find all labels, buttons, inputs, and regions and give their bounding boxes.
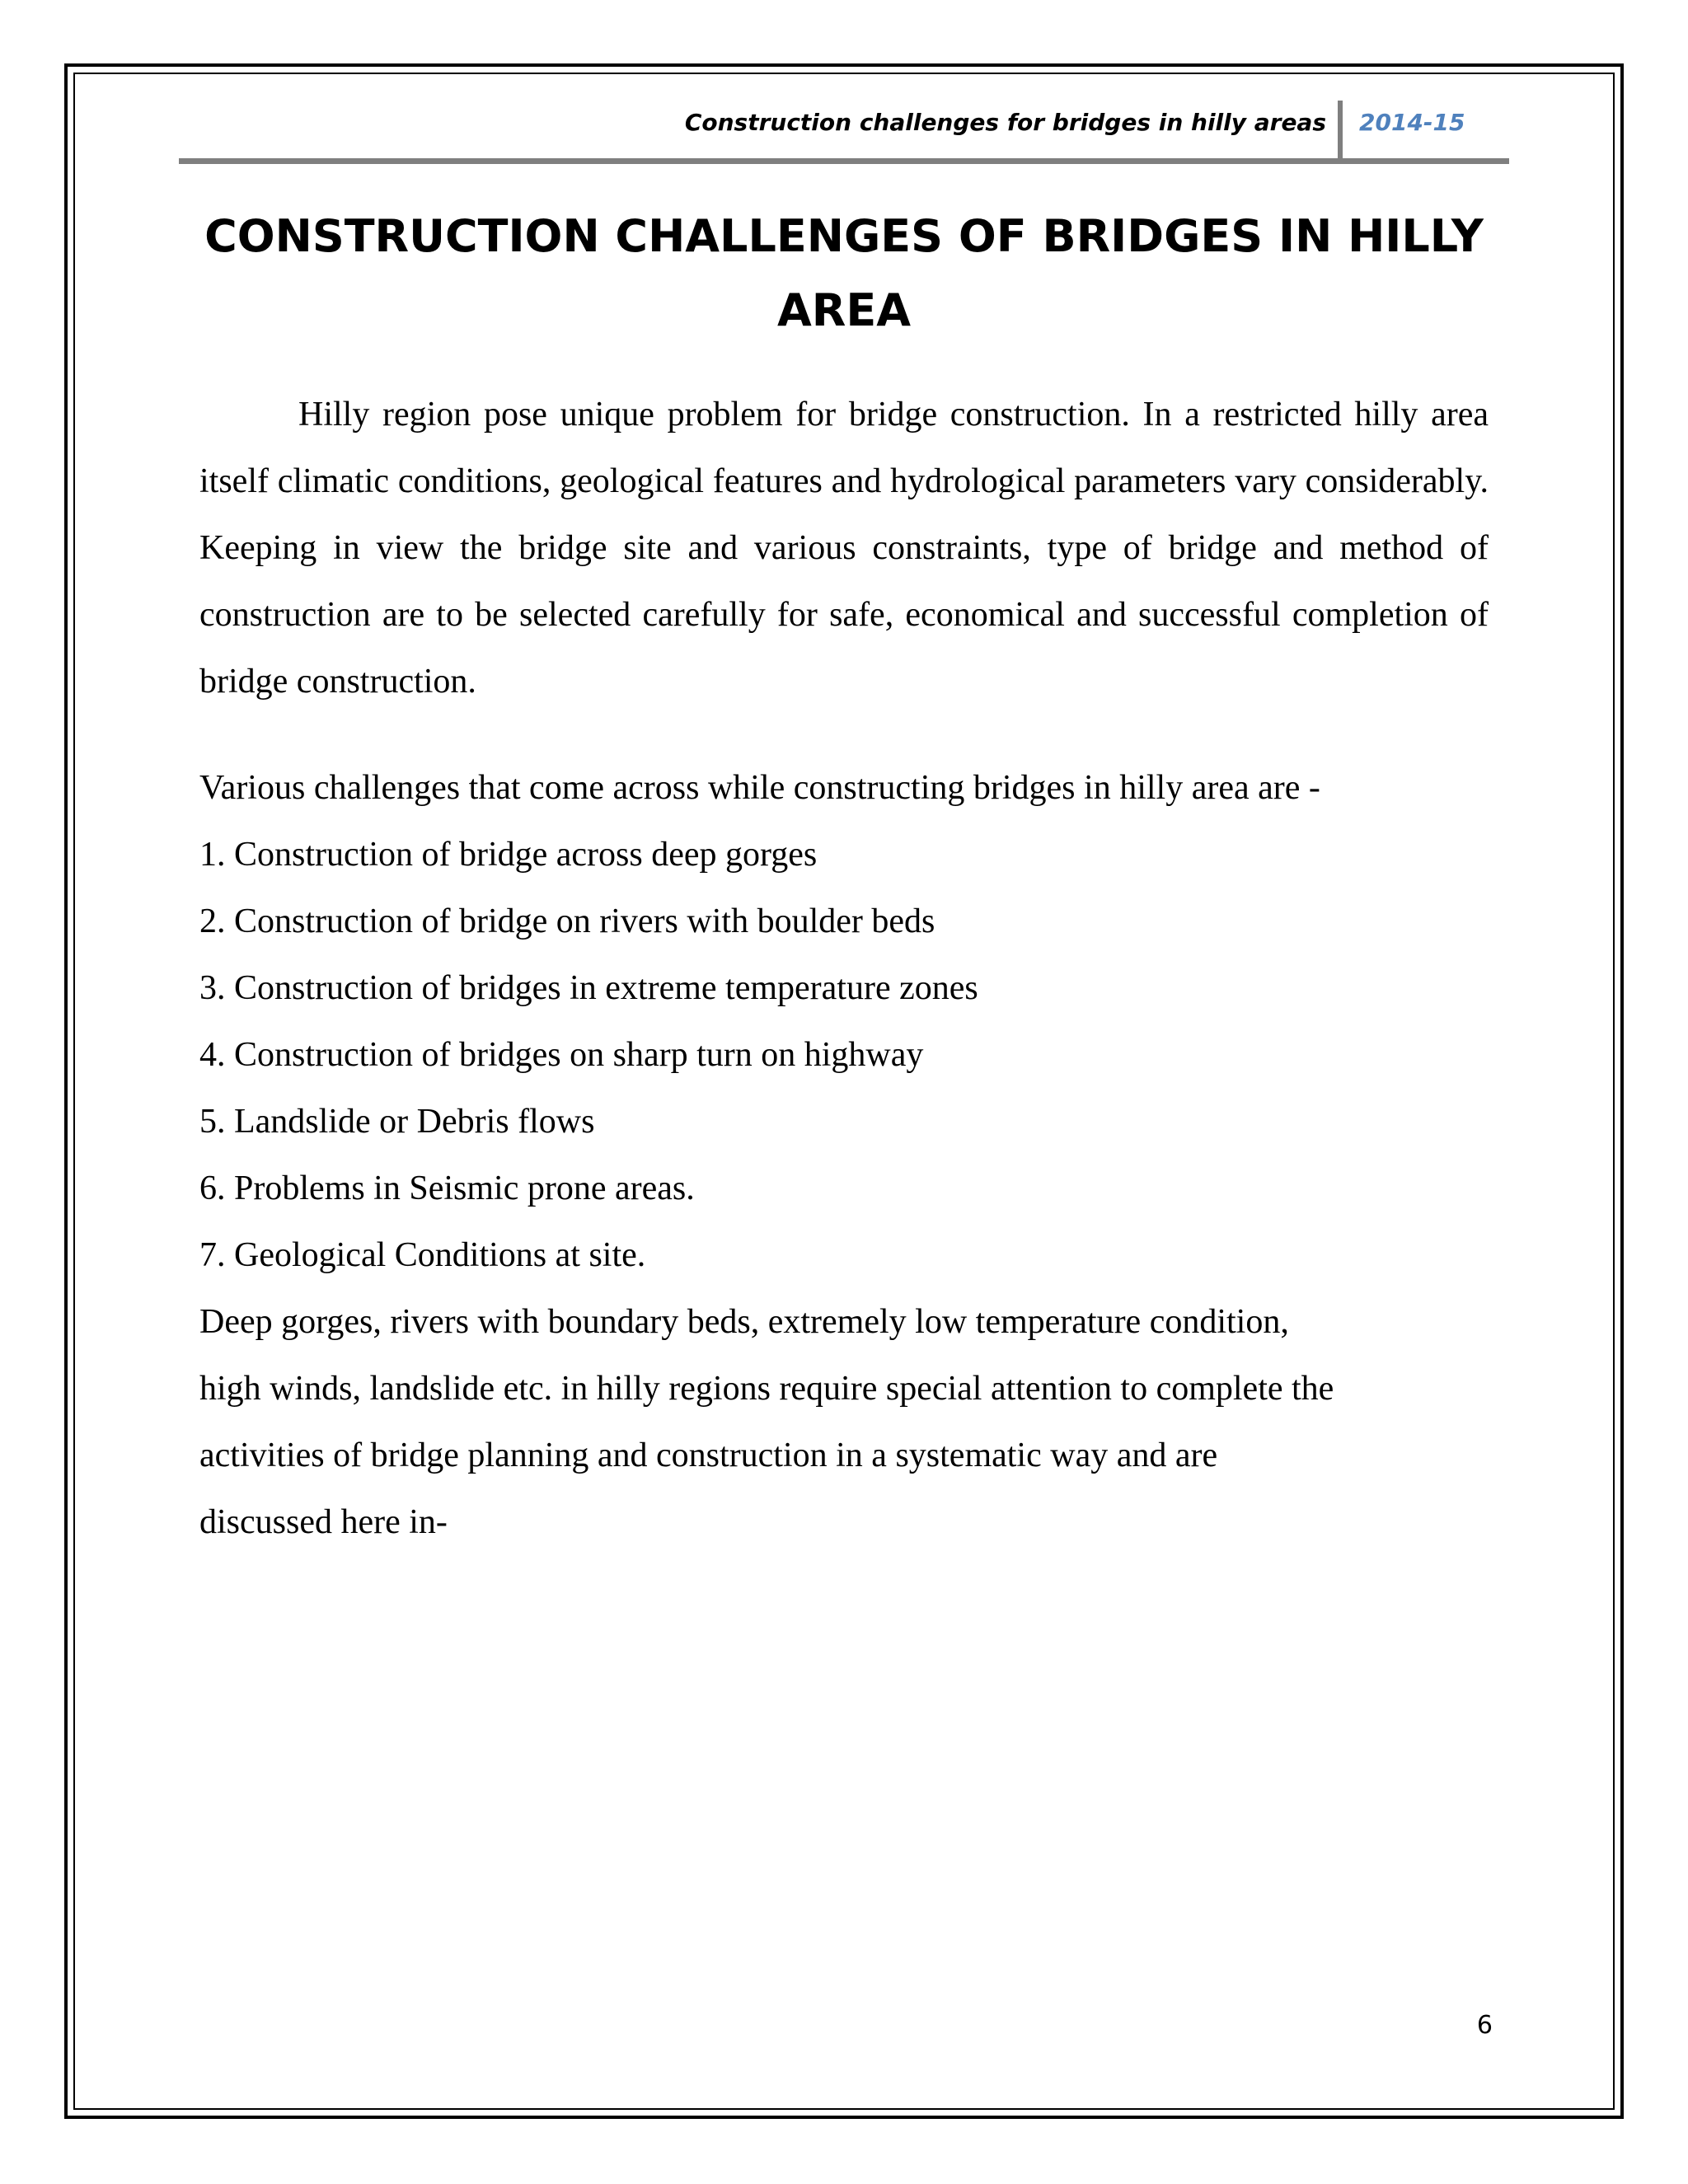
list-item: 5. Landslide or Debris flows <box>199 1103 595 1141</box>
list-intro: Various challenges that come across while constructing bridges in hilly area are - <box>199 769 1320 807</box>
closing-line: discussed here in- <box>199 1503 448 1541</box>
list-item: 2. Construction of bridge on rivers with boulder beds <box>199 902 935 940</box>
page-title-line-2: AREA <box>776 284 912 336</box>
list-item: 4. Construction of bridges on sharp turn on highway <box>199 1036 924 1074</box>
page-title-line-1: CONSTRUCTION CHALLENGES OF BRIDGES IN HILLY <box>204 210 1484 262</box>
page-title <box>199 199 1489 348</box>
page-number: 6 <box>1476 2011 1493 2040</box>
closing-line: activities of bridge planning and construction in a systematic way and are <box>199 1436 1218 1474</box>
list-item: 3. Construction of bridges in extreme temperature zones <box>199 969 978 1007</box>
header-year: 2014-15 <box>1359 109 1465 136</box>
list-item: 1. Construction of bridge across deep gorges <box>199 836 818 874</box>
list-item: 6. Problems in Seismic prone areas. <box>199 1169 695 1207</box>
header-title: Construction challenges for bridges in hilly areas <box>684 109 1326 136</box>
intro-paragraph: Hilly region pose unique problem for bridge construction. In a restricted hilly area itself climatic conditions, geological features and hydrological parameters vary considerably. Keeping in view the bridge site and various constraints, type of bridge and method of construction are to be selected carefully for safe, economical and successful completion of bridge construction. <box>199 396 1489 701</box>
list-item: 7. Geological Conditions at site. <box>199 1236 646 1274</box>
header-rule <box>179 158 1509 164</box>
closing-line: Deep gorges, rivers with boundary beds, extremely low temperature condition, <box>199 1303 1289 1341</box>
running-header <box>179 97 1509 166</box>
header-divider <box>1338 101 1343 162</box>
closing-line: high winds, landslide etc. in hilly regions require special attention to complete the <box>199 1370 1334 1408</box>
challenges-section <box>199 755 1489 1556</box>
